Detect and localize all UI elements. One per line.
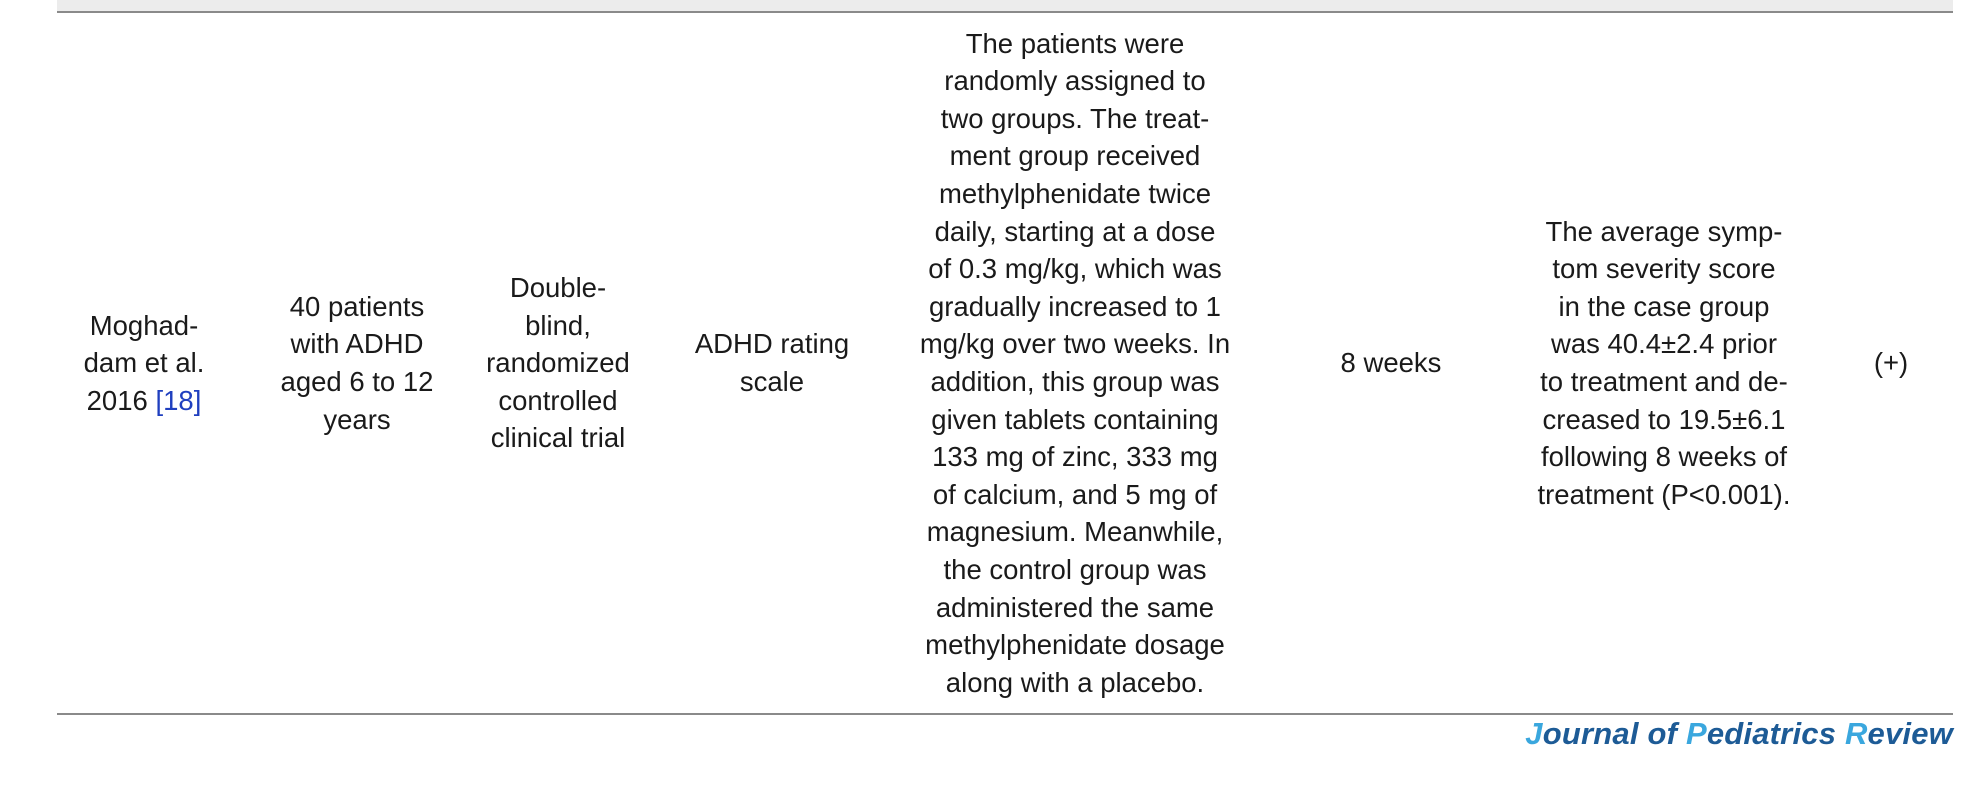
table-top-rule — [57, 0, 1953, 13]
participants-cell — [264, 13, 450, 713]
outcome-text: The average symp- tom severity score in the case group was 40.4±2.4 prior to treatment and de- creased to 19.5±6.1 following 8 weeks of treatment (P<0.001). — [1537, 215, 1791, 510]
journal-logo-part1: ournal of — [1542, 716, 1686, 751]
intervention-text: The patients were randomly assigned to two groups. The treat- ment group received methylphenidate twice daily, starting at a dose of 0.3 mg/kg, which was gradually increased to 1 mg/kg over two weeks. In addition, this group was given tablets containing 133 mg of zinc, 333 mg of calcium, and 5 mg of magnesium. Meanwhile, the control group was administered the same methylphenidate dosage along with a placebo. — [919, 27, 1231, 698]
study-name: Moghad- dam et al. 2016 — [83, 309, 205, 416]
effect-cell — [1829, 13, 1953, 713]
measure-cell — [665, 13, 879, 713]
duration-text: 8 weeks — [1340, 347, 1442, 379]
journal-logo-r: R — [1844, 716, 1868, 751]
reference-link[interactable]: [18] — [155, 384, 202, 416]
measure-text: ADHD rating scale — [694, 328, 850, 397]
journal-logo-part2: ediatrics — [1706, 716, 1845, 751]
effect-text: (+) — [1873, 347, 1909, 379]
table-row — [57, 13, 1953, 715]
journal-logo-p: P — [1685, 716, 1707, 751]
journal-logo — [1525, 712, 1953, 756]
study-cell — [75, 13, 213, 713]
journal-logo-part3: eview — [1867, 716, 1953, 751]
participants-text: 40 patients with ADHD aged 6 to 12 years — [280, 290, 434, 435]
intervention-cell — [869, 13, 1281, 713]
duration-cell — [1281, 13, 1501, 713]
design-text: Double- blind, randomized controlled clinical trial — [486, 272, 630, 454]
design-cell — [469, 13, 647, 713]
outcome-cell — [1499, 13, 1829, 713]
journal-logo-j: J — [1525, 716, 1543, 751]
